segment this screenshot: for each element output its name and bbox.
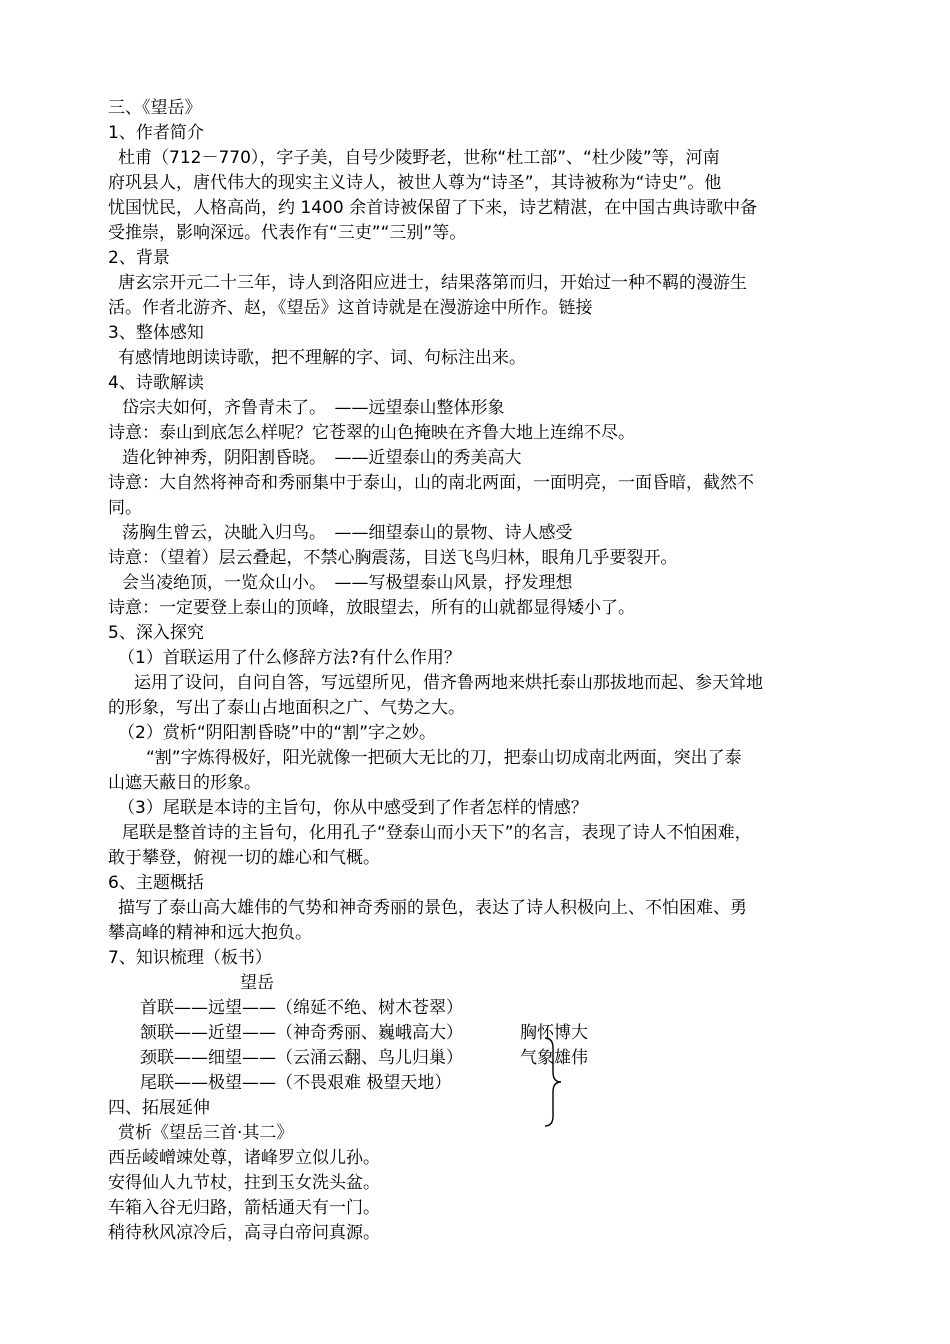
section-heading: 四、拓展延伸 (108, 1098, 210, 1118)
paragraph-line: 有感情地朗读诗歌，把不理解的字、词、句标注出来。 (118, 348, 526, 368)
poem-line: 西岳崚嶒竦处尊，诸峰罗立似儿孙。 (108, 1148, 380, 1168)
poem-line: 稍待秋风凉冷后，高寻白帝问真源。 (108, 1223, 380, 1243)
question-line: （3）尾联是本诗的主旨句，你从中感受到了作者怎样的情感？ (118, 798, 588, 818)
paragraph-line: 运用了设问，自问自答，写远望所见，借齐鲁两地来烘托泰山那拔地而起、参天耸地 (134, 673, 763, 693)
board-row: 颈联——细望——（云涌云翻、鸟儿归巢） (140, 1048, 463, 1068)
board-note: 胸怀博大 (520, 1023, 588, 1043)
subheading: 3、整体感知 (108, 323, 204, 343)
paragraph-line: 山遮天蔽日的形象。 (108, 773, 261, 793)
paragraph-line: 活。作者北游齐、赵，《望岳》这首诗就是在漫游途中所作。链接 (108, 298, 593, 318)
paragraph-line: 敢于攀登，俯视一切的雄心和气概。 (108, 848, 380, 868)
paragraph-line: 攀高峰的精神和远大抱负。 (108, 923, 312, 943)
question-line: （2）赏析“阴阳割昏晓”中的“割”字之妙。 (118, 723, 437, 743)
paragraph-line: 同。 (108, 498, 142, 518)
paragraph-line: 的形象，写出了泰山占地面积之广、气势之大。 (108, 698, 465, 718)
poem-line: 安得仙人九节杖，拄到玉女洗头盆。 (108, 1173, 380, 1193)
subheading: 赏析《望岳三首·其二》 (118, 1123, 294, 1143)
board-note: 气象雄伟 (520, 1048, 588, 1068)
paragraph-line: 诗意：（望着）层云叠起，不禁心胸震荡，目送飞鸟归林，眼角几乎要裂开。 (108, 548, 678, 568)
paragraph-line: 尾联是整首诗的主旨句，化用孔子“登泰山而小天下”的名言，表现了诗人不怕困难， (122, 823, 752, 843)
subheading: 4、诗歌解读 (108, 373, 204, 393)
paragraph-line: 唐玄宗开元二十三年，诗人到洛阳应进士，结果落第而归，开始过一种不羁的漫游生 (118, 273, 747, 293)
paragraph-line: 诗意：大自然将神奇和秀丽集中于泰山，山的南北两面，一面明亮，一面昏暗，截然不 (108, 473, 754, 493)
section-heading: 三、《望岳》 (108, 98, 202, 118)
paragraph-line: 描写了泰山高大雄伟的气势和神奇秀丽的景色，表达了诗人积极向上、不怕困难、勇 (118, 898, 747, 918)
poem-line: 会当凌绝顶，一览众山小。 ——写极望泰山风景，抒发理想 (122, 573, 573, 593)
paragraph-line: 杜甫（712－770），字子美，自号少陵野老，世称“杜工部”、“杜少陵”等，河南 (118, 148, 720, 168)
board-title: 望岳 (240, 973, 274, 993)
subheading: 5、深入探究 (108, 623, 204, 643)
paragraph-line: 府巩县人，唐代伟大的现实主义诗人，被世人尊为“诗圣”，其诗被称为“诗史”。他 (108, 173, 722, 193)
board-row: 颔联——近望——（神奇秀丽、巍峨高大） (140, 1023, 463, 1043)
board-row: 首联——远望——（绵延不绝、树木苍翠） (140, 998, 463, 1018)
paragraph-line: 忧国忧民，人格高尚，约 1400 余首诗被保留了下来，诗艺精湛，在中国古典诗歌中备 (108, 198, 758, 218)
poem-line: 岱宗夫如何，齐鲁青未了。 ——远望泰山整体形象 (122, 398, 505, 418)
subheading: 1、作者简介 (108, 123, 204, 143)
paragraph-line: 诗意：一定要登上泰山的顶峰，放眼望去，所有的山就都显得矮小了。 (108, 598, 635, 618)
question-line: （1）首联运用了什么修辞方法?有什么作用？ (118, 648, 461, 668)
poem-line: 荡胸生曾云，决眦入归鸟。 ——细望泰山的景物、诗人感受 (122, 523, 573, 543)
subheading: 6、主题概括 (108, 873, 204, 893)
board-row: 尾联——极望——（不畏艰难 极望天地） (140, 1073, 452, 1093)
subheading: 2、背景 (108, 248, 170, 268)
paragraph-line: 受推崇，影响深远。代表作有“三吏”“三别”等。 (108, 223, 467, 243)
poem-line: 车箱入谷无归路，箭栝通天有一门。 (108, 1198, 380, 1218)
subheading: 7、知识梳理（板书） (108, 948, 272, 968)
paragraph-line: 诗意：泰山到底怎么样呢？它苍翠的山色掩映在齐鲁大地上连绵不尽。 (108, 423, 635, 443)
poem-line: 造化钟神秀，阴阳割昏晓。 ——近望泰山的秀美高大 (122, 448, 522, 468)
paragraph-line: “割”字炼得极好，阳光就像一把硕大无比的刀，把泰山切成南北两面，突出了泰 (146, 748, 742, 768)
